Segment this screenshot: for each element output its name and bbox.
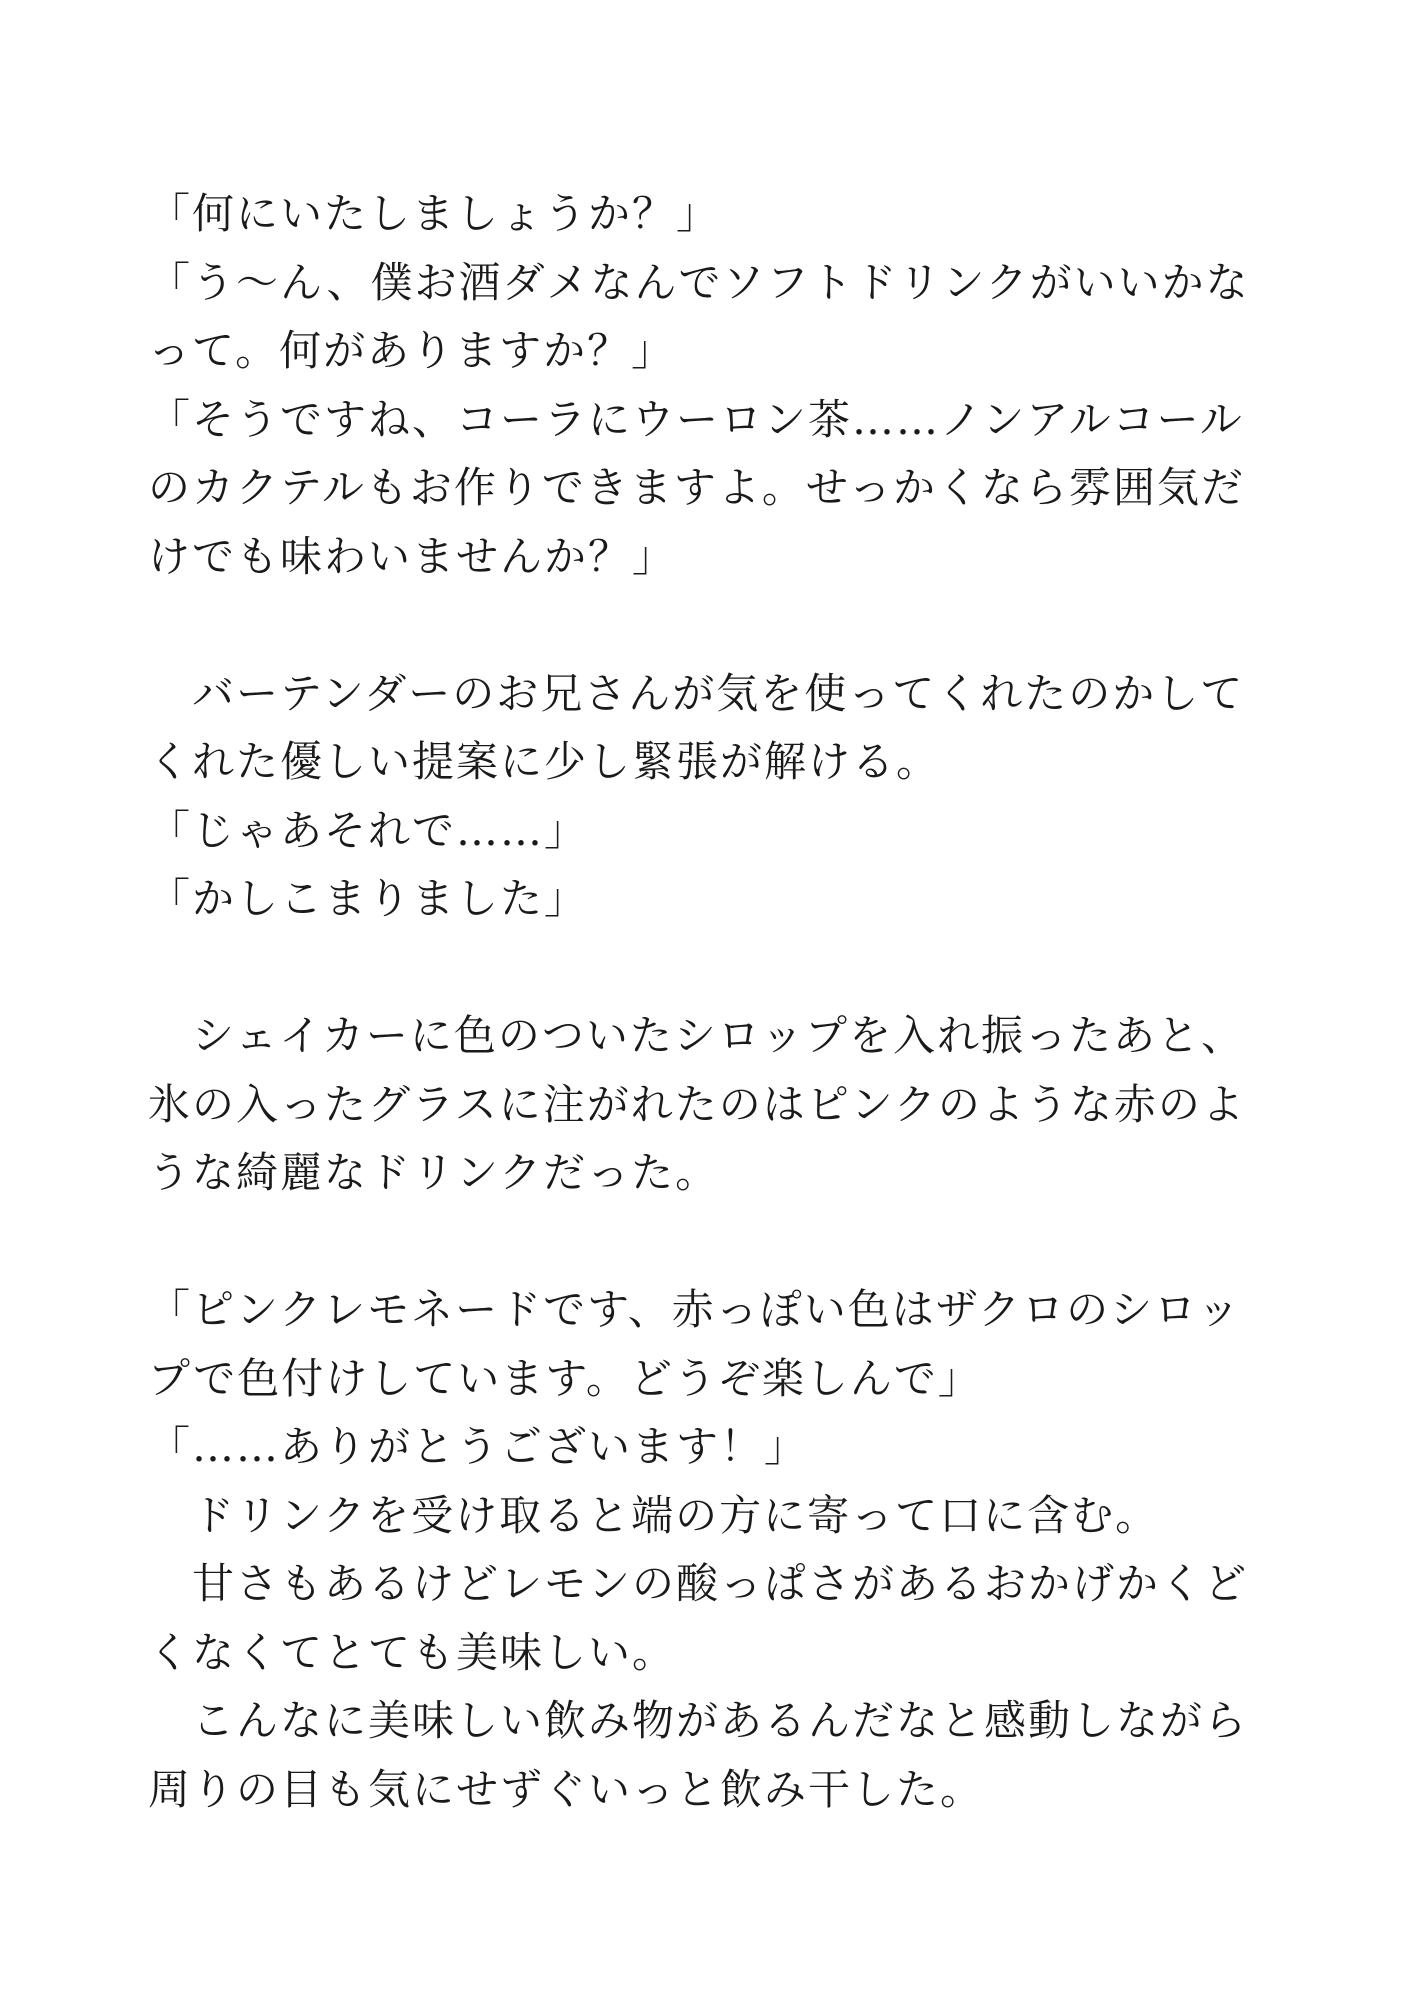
text-line: こんなに美味しい飲み物があるんだなと感動しながら (148, 1696, 1249, 1745)
text-line: 氷の入ったグラスに注がれたのはピンクのような赤のよ (148, 1079, 1246, 1129)
text-line: ドリンクを受け取ると端の方に寄って口に含む。 (148, 1490, 1160, 1540)
text-line: って。何がありますか？」 (148, 326, 676, 375)
text-line: 「何にいたしましょうか？」 (148, 189, 721, 238)
blank-line (148, 934, 1278, 1003)
text-line: くれた優しい提案に少し緊張が解ける。 (148, 737, 941, 786)
text-line: バーテンダーのお兄さんが気を使ってくれたのかして (148, 668, 1245, 718)
text-line: 周りの目も気にせずぐいっと飲み干した。 (148, 1764, 985, 1814)
text-line: 「じゃあそれで……」 (148, 805, 589, 855)
text-line: 甘さもあるけどレモンの酸っぱさがあるおかげかくど (148, 1559, 1249, 1608)
text-line: くなくてとても美味しい。 (148, 1627, 677, 1677)
body-text (148, 180, 1278, 1824)
text-line: 「う〜ん、僕お酒ダメなんでソフトドリンクがいいかな (148, 257, 1250, 307)
blank-line (148, 591, 1278, 660)
blank-line (148, 1208, 1278, 1277)
text-line: うな綺麗なドリンクだった。 (148, 1148, 720, 1197)
text-line: 「かしこまりました」 (148, 874, 589, 923)
text-line: プで色付けしています。どうぞ楽しんで」 (148, 1353, 982, 1403)
text-line: 「そうですね、コーラにウーロン茶……ノンアルコール (148, 394, 1244, 444)
text-line: 「ピンクレモネードです、赤っぽい色はザクロのシロッ (148, 1285, 1242, 1334)
text-line: シェイカーに色のついたシロップを入れ振ったあと、 (148, 1011, 1246, 1060)
text-line: のカクテルもお作りできますよ。せっかくなら雰囲気だ (148, 463, 1246, 512)
text-line: 「……ありがとうございます！」 (148, 1422, 809, 1471)
text-line: けでも味わいませんか？」 (148, 531, 677, 581)
